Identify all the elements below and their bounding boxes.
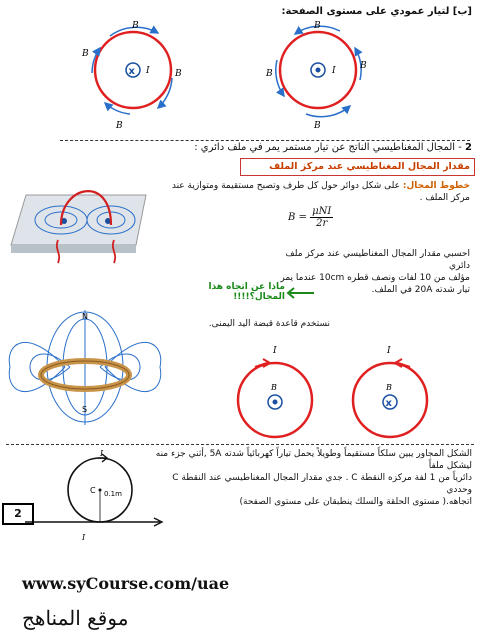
svg-text:I: I — [82, 533, 86, 542]
exercise-1: احسبي مقدار المجال المغناطيسي عند مركز ملف دائري مؤلف من 10 لفات ونصف قطره 10cm عندما يمر تيار شدته 20A في الملف. — [280, 249, 470, 295]
svg-text:I: I — [332, 66, 336, 76]
svg-text:B: B — [132, 21, 139, 31]
footer-url[interactable]: www.syCourse.com/uae — [22, 574, 230, 593]
right-hand-rule: نستخدم قاعدة قبضة اليد اليمنى. — [208, 319, 330, 329]
svg-text:B: B — [271, 383, 277, 392]
pole-N: N — [82, 312, 88, 321]
svg-text:B: B — [82, 49, 89, 59]
svg-text:x: x — [128, 66, 135, 77]
section-number: 2 — [465, 142, 472, 153]
svg-text:I: I — [100, 449, 104, 458]
page-number: 2 — [2, 503, 34, 525]
svg-text:B: B — [360, 61, 367, 71]
field-lines-paragraph: خطوط المجال: على شكل دوائر حول كل طرف وتصبح مستقيمة ومتوازية عند مركز الملف . — [171, 181, 470, 203]
top-field-diagrams — [70, 18, 410, 130]
wire-loop-figure — [0, 448, 175, 546]
svg-text:B: B — [175, 69, 182, 79]
loop-direction-diagrams — [225, 345, 465, 445]
svg-text:B: B — [386, 383, 392, 392]
subtitle-box: مقدار المجال المغناطيسي عند مركز الملف — [240, 158, 475, 176]
section-2-title: 2 - المجال المغناطيسي الناتج عن تيار مستمر يمر في ملف دائري : — [194, 142, 472, 153]
left-arrow-icon — [286, 286, 316, 300]
exercise-2: الشكل المجاور يبين سلكاً مستقيماً وطويلاً يحمل تياراً كهربائياً شدته 5A ,أثني جزء منه ليشكل ملفاً دائرياً من 1 لفة مركزه النقطة C . جدي مقدار المجال المغناطيسي عند النقطة C وحددي اتجاهه.( مستوى الحلقة والسلك ينطبقان على مستوى الصفحة) — [155, 449, 472, 507]
svg-text:B: B — [116, 121, 123, 130]
part-b-heading: [ب] لتيار عمودي على مستوى الصفحة: — [281, 6, 472, 17]
point-C: C — [90, 486, 96, 495]
label-I: I — [146, 66, 150, 76]
svg-text:x: x — [385, 398, 392, 409]
coil-3d-figure — [6, 165, 156, 270]
svg-text:I: I — [273, 346, 277, 356]
direction-question: ماذا عن اتجاه هذا المجال؟!!!! — [208, 282, 285, 302]
svg-text:B: B — [314, 21, 321, 31]
svg-text:I: I — [387, 346, 391, 356]
svg-text:B: B — [314, 121, 321, 130]
radius-label: 0.1m — [104, 490, 122, 498]
formula: B = μNI 2r — [288, 206, 332, 229]
footer-site-name: موقع المناهج — [22, 606, 129, 630]
ring-field-figure — [5, 305, 165, 430]
svg-text:B: B — [266, 69, 273, 79]
pole-S: S — [82, 405, 88, 414]
